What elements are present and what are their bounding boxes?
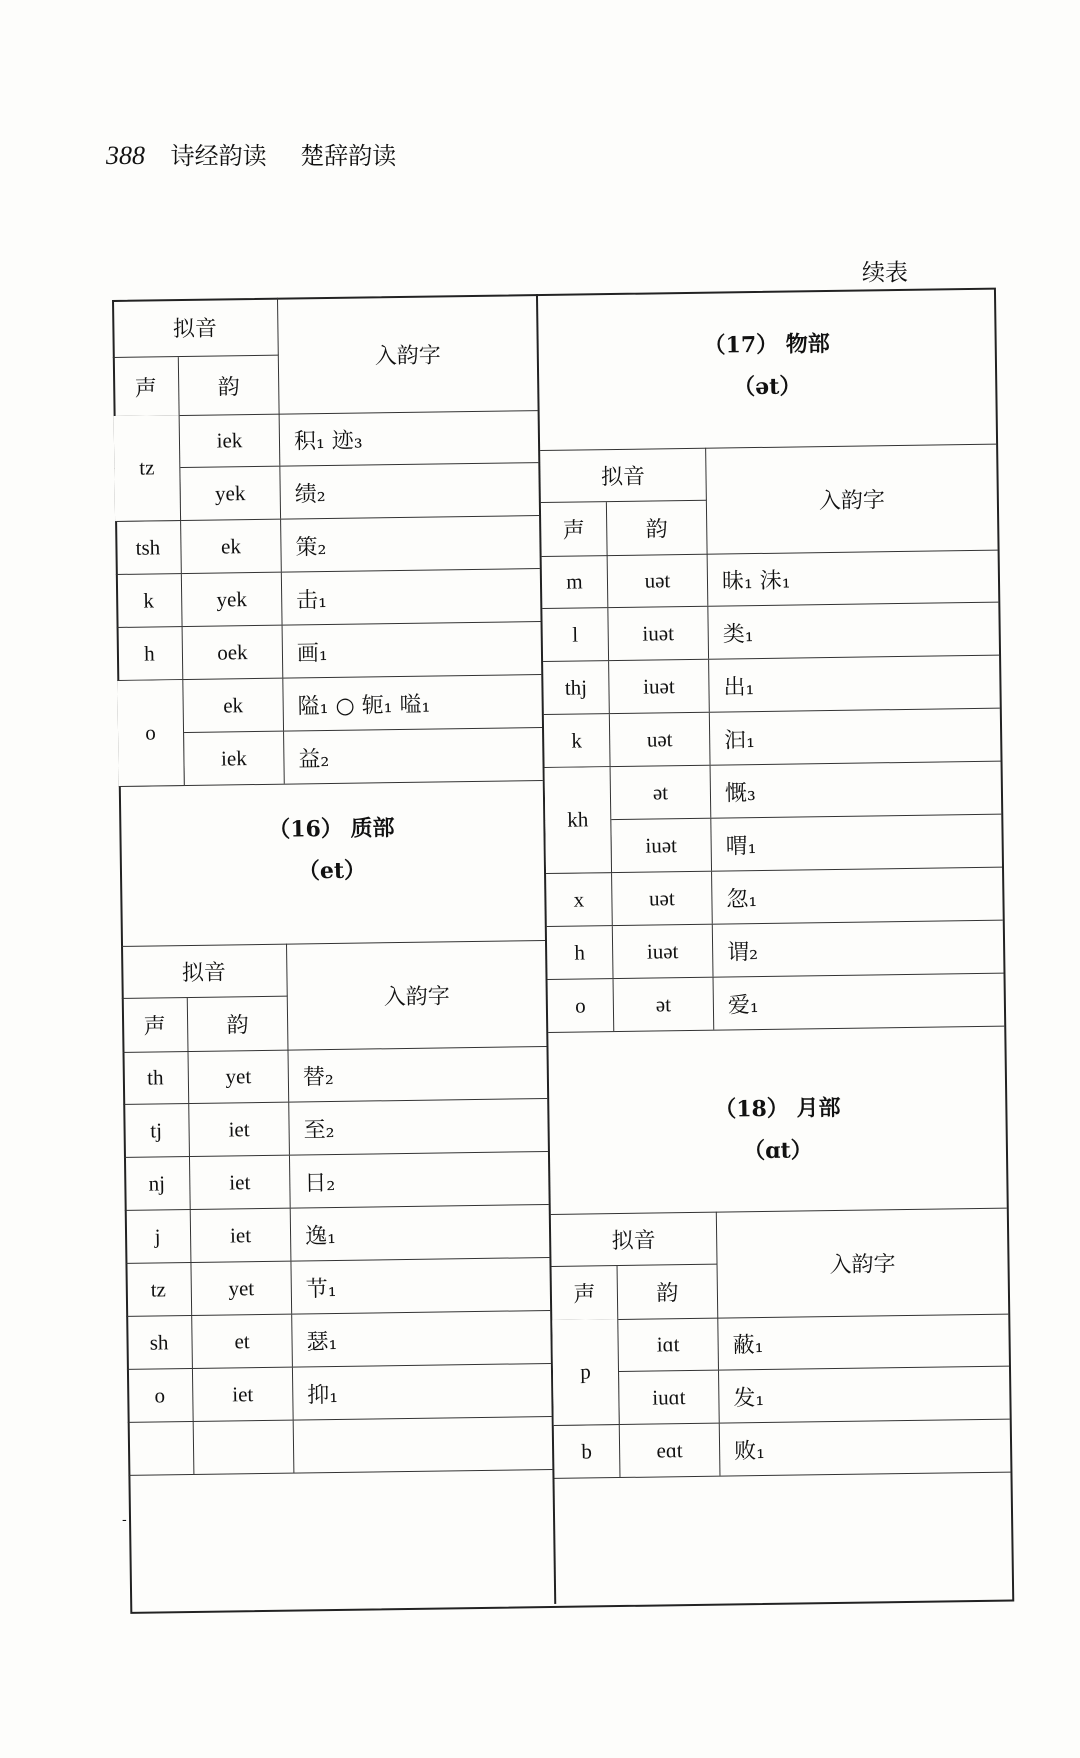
sec16-zi-cell: 逸₁	[304, 1223, 337, 1249]
sec15-row	[117, 622, 542, 681]
header-niyin: 拟音	[112, 298, 279, 358]
sec18-header-yun: 韵	[618, 1265, 719, 1319]
sec17-title: （17） 物部	[703, 330, 831, 359]
sec17-yun-cell: iuət	[613, 925, 714, 978]
sec17-subtitle: （ət）	[733, 373, 802, 401]
sec16-zi-cell: 抑₁	[307, 1382, 339, 1408]
sec17-zi-cell: 慨₃	[724, 780, 756, 806]
book-title-2: 楚辞韵读	[300, 142, 397, 170]
sec15-zi-cell: 积₁ 迹₃	[293, 428, 363, 454]
sec16-header-yun: 韵	[188, 997, 289, 1051]
sec17-zi-cell: 类₁	[722, 621, 754, 648]
sec18-sheng-cell: p	[552, 1319, 619, 1426]
sec17-zi-cell: 出₁	[723, 674, 755, 700]
sec17-header-niyin: 拟音	[540, 448, 707, 503]
sec18-row	[554, 1420, 1011, 1479]
header-sheng: 声	[113, 357, 180, 416]
sec17-row	[545, 815, 1002, 874]
sec18-zi-cell: 败₁	[733, 1438, 766, 1464]
sec17-yun-cell: iuət	[608, 607, 709, 660]
sec18-header-ruyunzi: 入韵字	[829, 1251, 896, 1278]
sec16-yun-cell: iet	[189, 1103, 290, 1156]
sec15-yun-cell: ek	[181, 520, 282, 573]
sec15-sheng-cell: tsh	[115, 521, 182, 574]
sec16-yun-cell: iet	[191, 1209, 292, 1262]
sec15-zi-cell: 策₂	[295, 534, 327, 560]
sec15-zi-cell: 绩₂	[294, 481, 326, 507]
sec17-zi-cell: 忽₁	[726, 886, 758, 912]
sec16-sheng-cell	[128, 1422, 195, 1475]
sec18-header-sheng: 声	[552, 1266, 619, 1320]
sec17-sheng-cell: o	[548, 979, 615, 1032]
sec15-yun-cell: iek	[180, 414, 281, 467]
sec16-row	[122, 1046, 547, 1105]
sec16-sheng-cell: th	[122, 1051, 189, 1104]
sec17-yun-cell: uət	[612, 872, 713, 925]
sec17-row	[542, 603, 999, 662]
header-yun: 韵	[179, 356, 280, 415]
margin-mark: -	[122, 1512, 127, 1528]
sec15-zi-cell: 益₂	[298, 746, 330, 772]
sec17-row	[544, 709, 1001, 768]
book-title-1: 诗经韵读	[170, 142, 267, 170]
sec15-sheng-cell: tz	[114, 415, 181, 522]
sec15-row	[114, 410, 539, 480]
header-ruyunzi: 入韵字	[374, 342, 441, 369]
sec16-row	[127, 1364, 552, 1423]
sec15-sheng-cell: o	[117, 680, 184, 787]
sec17-zi-cell: 昧₁ 沬₁	[721, 568, 791, 595]
sec16-yun-cell: et	[192, 1315, 293, 1368]
sec18-sheng-cell: b	[554, 1425, 621, 1478]
sec16-zi-cell	[294, 1417, 553, 1473]
sec18-row	[552, 1314, 1009, 1384]
sec16-yun-cell: iet	[193, 1368, 294, 1421]
sec17-header-sheng: 声	[541, 502, 608, 556]
right-column	[536, 288, 1012, 1604]
sec17-zi-cell: 喟₁	[725, 833, 757, 859]
sec16-zi-cell: 瑟₁	[306, 1329, 338, 1355]
sec17-header-ruyunzi: 入韵字	[818, 487, 886, 514]
sec16-zi-cell: 日₂	[304, 1170, 336, 1196]
sec18-row	[553, 1367, 1010, 1426]
sec16-sheng-cell: j	[125, 1210, 192, 1263]
sec15-zi-cell: 画₁	[296, 640, 328, 666]
sec15-yun-cell: iek	[184, 732, 285, 785]
sec17-sheng-cell: x	[546, 873, 613, 926]
sec16-row	[123, 1099, 548, 1158]
sec17-yun-cell: ət	[614, 978, 715, 1031]
sec16-zi-cell: 节₁	[305, 1276, 337, 1302]
sec16-sheng-cell: tj	[123, 1104, 190, 1157]
sec15-zi-cell: 隘₁ ○ 轭₁ 嗌₁	[297, 692, 431, 719]
sec16-row	[124, 1152, 549, 1211]
sec16-header-niyin: 拟音	[121, 944, 288, 999]
sec18-yun-cell: eɑt	[620, 1424, 721, 1477]
sec16-header-ruyunzi: 入韵字	[383, 983, 450, 1010]
sec16-row	[125, 1205, 550, 1264]
sec15-sheng-cell: k	[116, 574, 183, 627]
sec17-row	[543, 656, 1000, 715]
sec17-sheng-cell: thj	[543, 661, 610, 714]
sec17-header-yun: 韵	[607, 501, 708, 555]
sec17-yun-cell: iuət	[611, 819, 712, 872]
sec16-title: （16） 质部	[268, 815, 395, 843]
sec16-row	[126, 1311, 551, 1370]
sec18-title: （18） 月部	[714, 1094, 841, 1123]
sec15-yun-cell: yek	[180, 467, 281, 520]
sec16-sheng-cell: o	[127, 1369, 194, 1422]
sec16-sheng-cell: nj	[124, 1157, 191, 1210]
sec15-yun-cell: yek	[182, 573, 283, 626]
sec15-sheng-cell: h	[117, 627, 184, 680]
page-number: 388	[106, 141, 145, 170]
sec17-sheng-cell: h	[547, 926, 614, 979]
sec15-row	[115, 516, 540, 575]
sec17-sheng-cell: k	[544, 714, 611, 767]
sec16-header-sheng: 声	[122, 998, 189, 1052]
sec18-header-niyin: 拟音	[551, 1212, 718, 1267]
sec15-row	[116, 569, 541, 628]
sec16-sheng-cell: sh	[126, 1316, 193, 1369]
sec15-yun-cell: oek	[183, 626, 284, 679]
sec16-sheng-cell: tz	[125, 1263, 192, 1316]
sec17-row	[542, 550, 999, 609]
sec16-subtitle: （et）	[297, 857, 367, 885]
sec16-yun-cell: yet	[191, 1262, 292, 1315]
sec18-yun-cell: iuɑt	[619, 1371, 720, 1424]
sec15-row	[117, 675, 542, 745]
sec17-zi-cell: 爱₁	[727, 992, 759, 1018]
sec17-yun-cell: uət	[608, 554, 709, 607]
sec17-sheng-cell: l	[542, 608, 609, 661]
sec16-yun-cell: yet	[188, 1050, 289, 1103]
sec16-row	[125, 1258, 550, 1317]
sec17-zi-cell: 汩₁	[724, 727, 756, 753]
sec18-zi-cell: 蔽₁	[732, 1332, 764, 1358]
left-column	[112, 294, 536, 1408]
sec17-row	[545, 762, 1002, 832]
sec15-zi-cell: 击₁	[296, 587, 328, 613]
sec17-zi-cell: 谓₂	[726, 939, 759, 965]
running-header	[106, 136, 396, 171]
sec17-sheng-cell: kh	[545, 767, 612, 874]
sec17-sheng-cell: m	[542, 555, 609, 608]
continued-label: 续表	[862, 260, 908, 286]
sec17-row	[546, 868, 1003, 927]
sec17-yun-cell: uət	[610, 713, 711, 766]
sec17-yun-cell: iuət	[609, 660, 710, 713]
rhyme-table	[112, 288, 1014, 1614]
sec16-yun-cell	[194, 1421, 295, 1474]
sec18-zi-cell: 发₁	[733, 1385, 765, 1411]
sec16-yun-cell: iet	[190, 1156, 291, 1209]
sec16-zi-cell: 至₂	[303, 1117, 335, 1143]
sec17-row	[548, 974, 1005, 1033]
sec16-row	[128, 1417, 553, 1476]
sec18-yun-cell: iɑt	[618, 1318, 719, 1371]
sec18-subtitle: （ɑt）	[742, 1137, 813, 1165]
sec15-yun-cell: ek	[183, 679, 284, 732]
sec17-row	[547, 921, 1004, 980]
sec16-zi-cell: 替₂	[302, 1064, 334, 1090]
sec17-yun-cell: ət	[611, 766, 712, 819]
